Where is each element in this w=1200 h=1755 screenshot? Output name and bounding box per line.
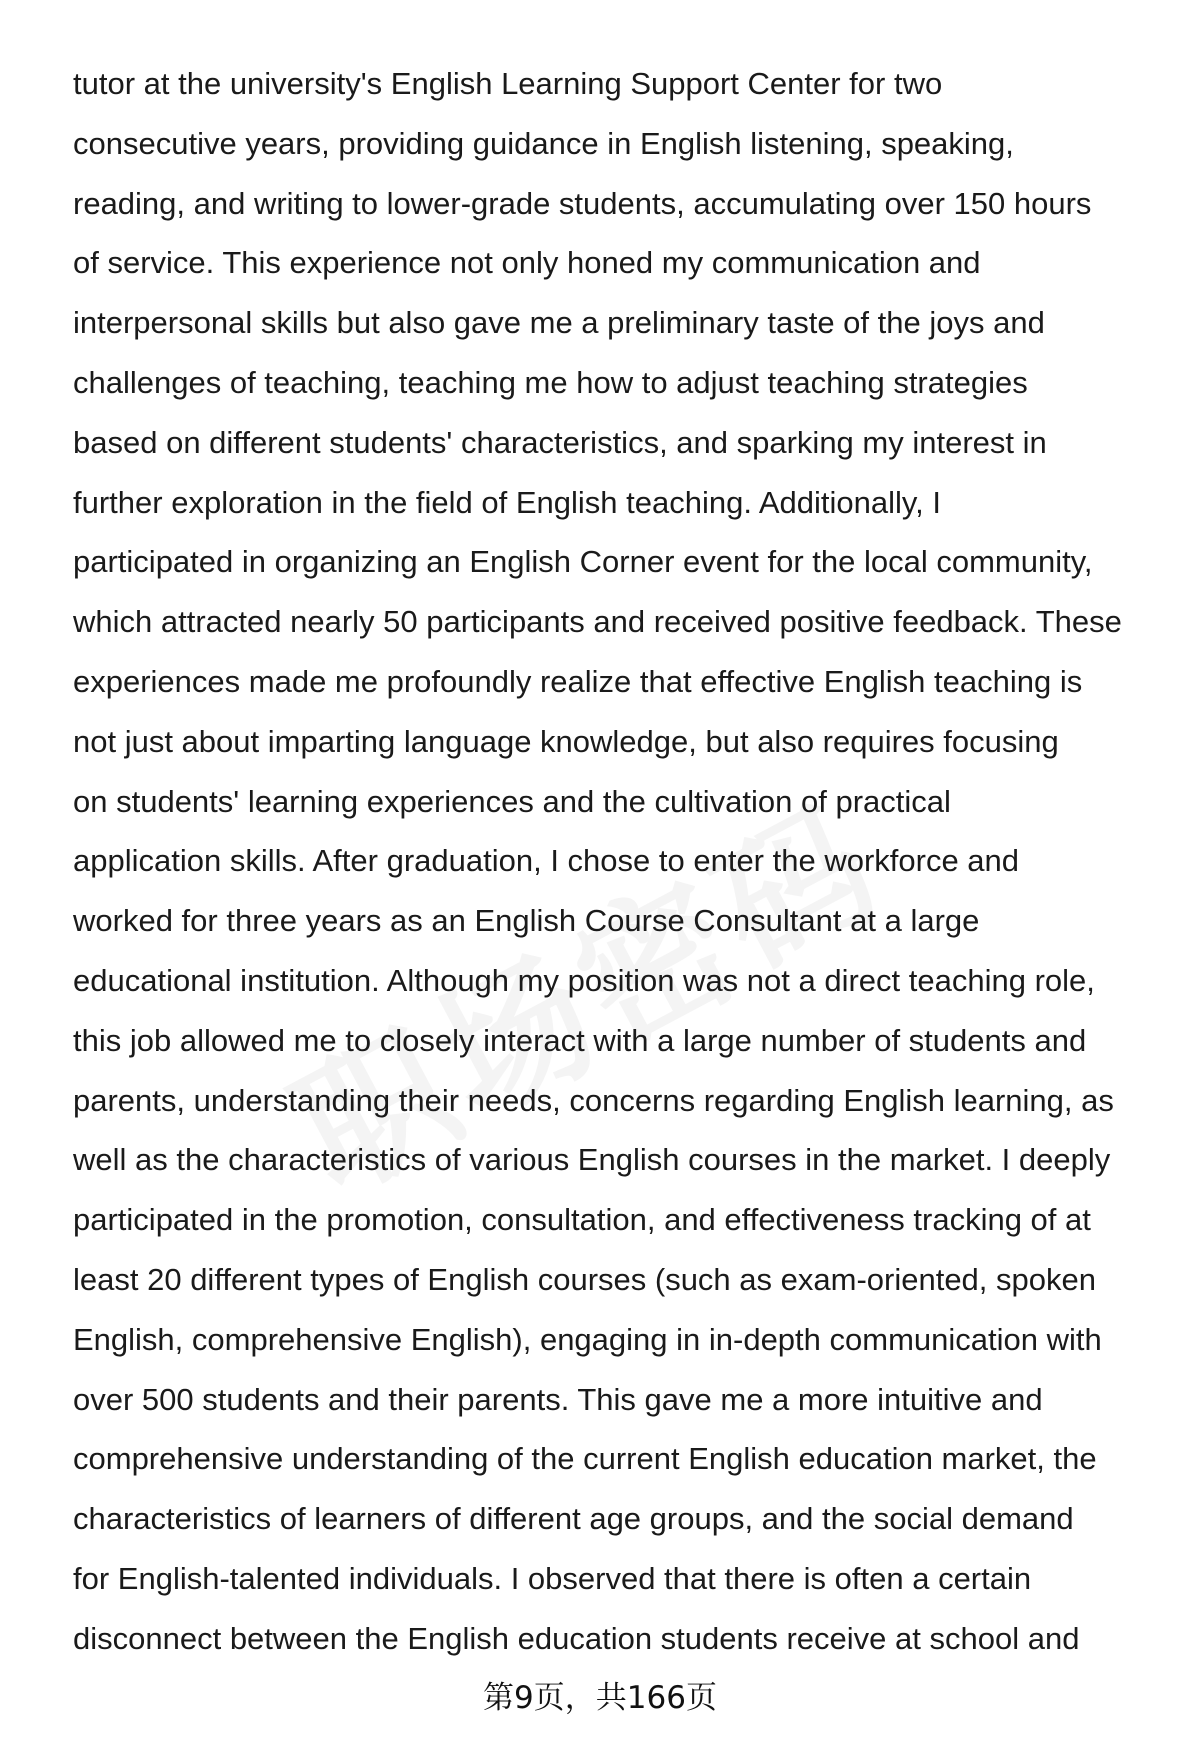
text-line: over 500 students and their parents. This gave me a more intuitive and <box>73 1381 1043 1417</box>
text-line: not just about imparting language knowledge, but also requires focusing <box>73 723 1059 759</box>
text-line: this job allowed me to closely interact with a large number of students and <box>73 1022 1087 1058</box>
text-line: participated in organizing an English Corner event for the local community, <box>73 544 1093 580</box>
text-line: for English-talented individuals. I observed that there is often a certain <box>73 1560 1032 1596</box>
text-line: on students' learning experiences and the cultivation of practical <box>73 783 951 819</box>
text-line: interpersonal skills but also gave me a preliminary taste of the joys and <box>73 305 1045 341</box>
text-line: consecutive years, providing guidance in English listening, speaking, <box>73 125 1014 161</box>
text-line: application skills. After graduation, I chose to enter the workforce and <box>73 843 1020 879</box>
text-line: tutor at the university's English Learning Support Center for two <box>73 66 943 101</box>
text-line: educational institution. Although my position was not a direct teaching role, <box>73 962 1095 998</box>
text-line: reading, and writing to lower-grade students, accumulating over 150 hours <box>73 185 1092 221</box>
text-line: characteristics of learners of different age groups, and the social demand <box>73 1501 1074 1537</box>
text-line: comprehensive understanding of the current English education market, the <box>73 1441 1097 1477</box>
text-line: based on different students' characteristics, and sparking my interest in <box>73 424 1047 460</box>
text-line: which attracted nearly 50 participants and received positive feedback. These <box>73 604 1122 640</box>
text-line: of service. This experience not only honed my communication and <box>73 245 981 281</box>
page-number: 第9页，共166页 <box>483 1680 717 1716</box>
text-line: participated in the promotion, consultation, and effectiveness tracking of at <box>73 1202 1091 1238</box>
text-line: further exploration in the field of English teaching. Additionally, I <box>73 484 941 520</box>
text-line: worked for three years as an English Course Consultant at a large <box>73 903 980 939</box>
text-line: parents, understanding their needs, concerns regarding English learning, as <box>73 1082 1114 1118</box>
text-line: English, comprehensive English), engaging in in-depth communication with <box>73 1321 1102 1357</box>
body-text <box>73 54 1163 1669</box>
text-line: challenges of teaching, teaching me how to adjust teaching strategies <box>73 364 1028 400</box>
text-line: well as the characteristics of various English courses in the market. I deeply <box>73 1142 1111 1178</box>
text-line: disconnect between the English education students receive at school and <box>73 1620 1080 1656</box>
text-line: least 20 different types of English courses (such as exam-oriented, spoken <box>73 1261 1096 1297</box>
text-line: experiences made me profoundly realize that effective English teaching is <box>73 663 1083 699</box>
